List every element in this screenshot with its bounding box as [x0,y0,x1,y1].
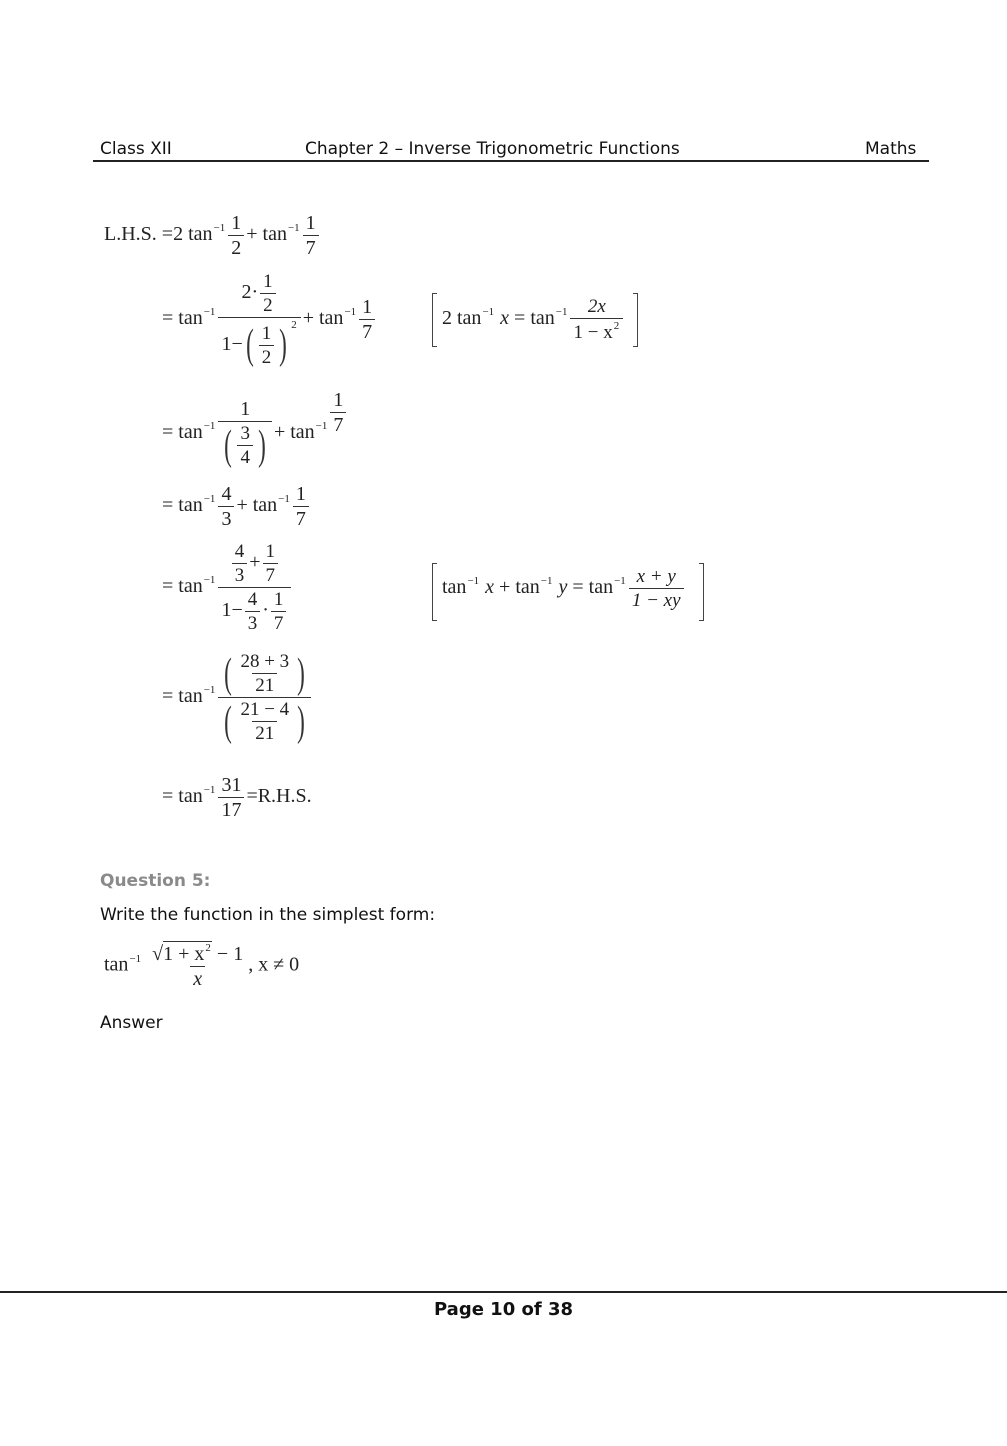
variable-x: x [485,576,495,599]
tan-function: tan [104,953,129,976]
denominator: 7 [293,506,309,529]
numerator: 28 + 3 [240,651,290,672]
tan-function: tan [262,223,287,246]
denominator: 7 [359,319,375,342]
denominator: 21 [252,721,277,743]
fraction-x-plus-y [629,567,684,610]
numerator: 1 [273,589,284,610]
inverse-exponent: −1 [203,420,216,432]
plus-sign: + [302,307,314,330]
parenthesized-three-quarters: ( $\frac{3}{4}$ ) [224,422,266,469]
note-text: = tan [514,307,555,330]
right-bracket [699,563,704,621]
numerator [149,943,246,966]
inverse-exponent: −1 [203,306,216,319]
tan-function: tan [188,223,213,246]
note-text: 2 tan [442,307,482,330]
fraction-seventh [303,213,319,258]
numerator: 1 [295,483,306,505]
fraction-seventh [263,542,279,585]
numerator: 1 [305,212,316,234]
plus-sign: + [246,223,258,246]
numerator: 1 [261,322,272,344]
square-exponent: 2 [291,319,297,331]
denominator: 7 [263,563,279,585]
domain-condition: , x ≠ 0 [248,953,300,976]
fraction-half [259,324,275,367]
denominator [570,318,623,342]
fraction-31-over-17 [218,775,244,820]
one: 1 [221,333,232,355]
header-class: Class XII [100,139,172,159]
denominator: 1 − xy [629,588,684,610]
tan-function: tan [178,307,203,330]
tan-function: tan [178,494,203,517]
denominator: 17 [218,797,244,820]
header-chapter-title: Chapter 2 – Inverse Trigonometric Functions [305,139,680,159]
equals-sign: = [162,785,174,808]
minus-sign: − [231,333,243,355]
inverse-exponent: −1 [203,784,216,797]
plus-sign: + [249,551,261,574]
lhs-label: L.H.S. [104,223,157,246]
solution-step-7 [162,775,312,820]
equals-sign: = [162,494,174,517]
variable-x: x [500,307,510,330]
fraction-seventh [359,297,375,342]
parenthesized-fraction: ( $\frac{21 - 4}{21}$ ) [224,698,306,745]
inverse-exponent: −1 [287,222,300,235]
rhs-label: R.H.S. [257,785,312,808]
denominator: 4 [237,445,253,467]
header-divider [93,160,929,162]
fraction-four-thirds [218,484,234,529]
tan-function: tan [178,421,203,443]
numerator: 31 [221,774,242,796]
tan-function: tan [319,307,344,330]
fraction-half [228,213,244,258]
equals-sign: = [161,223,174,246]
denominator: 2 [260,293,276,315]
fraction-seventh [293,484,309,529]
double-angle-fraction [218,272,300,367]
inverse-exponent: −1 [203,493,216,506]
denominator-text: 1 − x [573,322,613,343]
expression-fraction [149,943,246,989]
numerator: 2· $\frac{1}{2}$ [238,272,280,317]
question-prompt: Write the function in the simplest form: [100,905,436,925]
left-bracket [432,563,437,621]
minus-sign: − [231,599,243,622]
solution-step-5 [162,542,293,633]
fraction-seventh [330,390,346,435]
inverse-exponent: −1 [482,306,495,319]
denominator: 1− $\frac{4}{3}$ · $\frac{1}{7}$ [218,587,291,633]
radicand [163,941,212,965]
solution-step-6 [162,652,313,743]
numerator: 4 [234,541,245,562]
compound-fraction [218,652,311,743]
fraction-one-over-three-quarters [218,399,272,467]
denominator: 2 [259,345,275,367]
identity-note-double-angle [432,293,638,345]
denominator [218,421,272,467]
square-exponent: 2 [205,942,211,954]
numerator [218,652,311,697]
numerator: 3 [240,423,250,445]
note-text: = tan [572,576,614,599]
solution-step-4 [162,484,311,529]
sqrt-icon: √ [152,943,164,965]
numerator: 4 [247,589,258,610]
fraction-2x-over-1-minus-x2 [570,297,623,342]
fraction-17-over-21 [237,700,292,743]
denominator [218,697,311,743]
parenthesized-fraction: ( $\frac{28 + 3}{21}$ ) [224,650,306,697]
fraction-seventh [271,590,287,633]
denominator: 7 [271,611,287,633]
numerator: 1 [265,541,276,562]
inverse-exponent: −1 [344,306,357,319]
tan-function: tan [252,494,278,517]
solution-step-3 [162,390,348,467]
inverse-exponent: −1 [129,952,142,965]
inverse-exponent: −1 [203,684,216,697]
minus-one: − 1 [216,943,244,965]
tan-function: tan [178,785,203,808]
denominator: 3 [245,611,261,633]
left-bracket [432,293,437,347]
note-text: tan [442,576,467,599]
equals-sign: = [162,421,174,443]
right-bracket [633,293,638,347]
numerator: 1 [333,389,344,411]
plus-sign: + [236,494,248,517]
plus-sign: + [273,421,286,443]
parenthesized-half: ( $\frac{1}{2}$ ) [245,322,288,369]
inverse-exponent: −1 [213,222,226,235]
denominator: 2 [228,235,244,258]
numerator: 1 [263,271,273,292]
variable-y: y [558,576,568,599]
numerator: 1 [362,295,373,318]
identity-note-sum-formula [432,563,704,619]
denominator: x [190,966,205,989]
tan-function: tan [178,685,203,708]
one: 1 [221,599,232,622]
fraction-four-thirds [232,542,248,585]
tan-function: tan [290,421,315,443]
inverse-exponent: −1 [278,493,290,506]
numerator: x + y [636,566,676,587]
two: 2 [241,281,252,304]
inverse-exponent: −1 [203,574,216,587]
fraction-31-over-21 [237,652,292,695]
numerator: 1 [231,212,242,234]
square-exponent: 2 [613,320,620,332]
denominator: 21 [252,673,277,695]
inverse-exponent: −1 [315,420,328,432]
numerator: 2x [587,296,606,317]
denominator: 7 [303,235,319,258]
inverse-exponent: −1 [614,575,626,588]
footer-divider [0,1291,1007,1293]
question-expression [104,943,299,989]
coefficient: 2 [173,223,184,246]
equals-sign: = [162,307,174,330]
equals-sign: = [162,685,174,708]
tan-function: tan [178,575,203,598]
denominator: 3 [218,506,234,529]
numerator [227,542,283,587]
denominator [218,317,300,367]
numerator: 21 − 4 [240,699,290,720]
fraction-half [260,272,276,315]
solution-step-2 [162,272,377,367]
fraction-four-thirds [245,590,261,633]
solution-step-1 [104,213,321,258]
fraction-three-quarters [237,424,253,467]
equals-sign: = [246,785,258,808]
inverse-exponent: −1 [467,575,480,588]
equals-sign: = [162,575,174,598]
note-text: + tan [499,576,540,599]
question-title: Question 5: [100,871,211,891]
page-number: Page 10 of 38 [433,1299,574,1320]
numerator: 4 [221,483,232,505]
denominator: 3 [232,563,248,585]
denominator: 7 [330,412,346,435]
inverse-exponent: −1 [540,575,553,588]
header-subject: Maths [865,139,917,159]
answer-label: Answer [100,1013,163,1033]
radicand-text: 1 + x [163,943,205,965]
numerator: 1 [240,398,251,421]
sum-formula-fraction [218,542,291,633]
inverse-exponent: −1 [555,306,568,319]
